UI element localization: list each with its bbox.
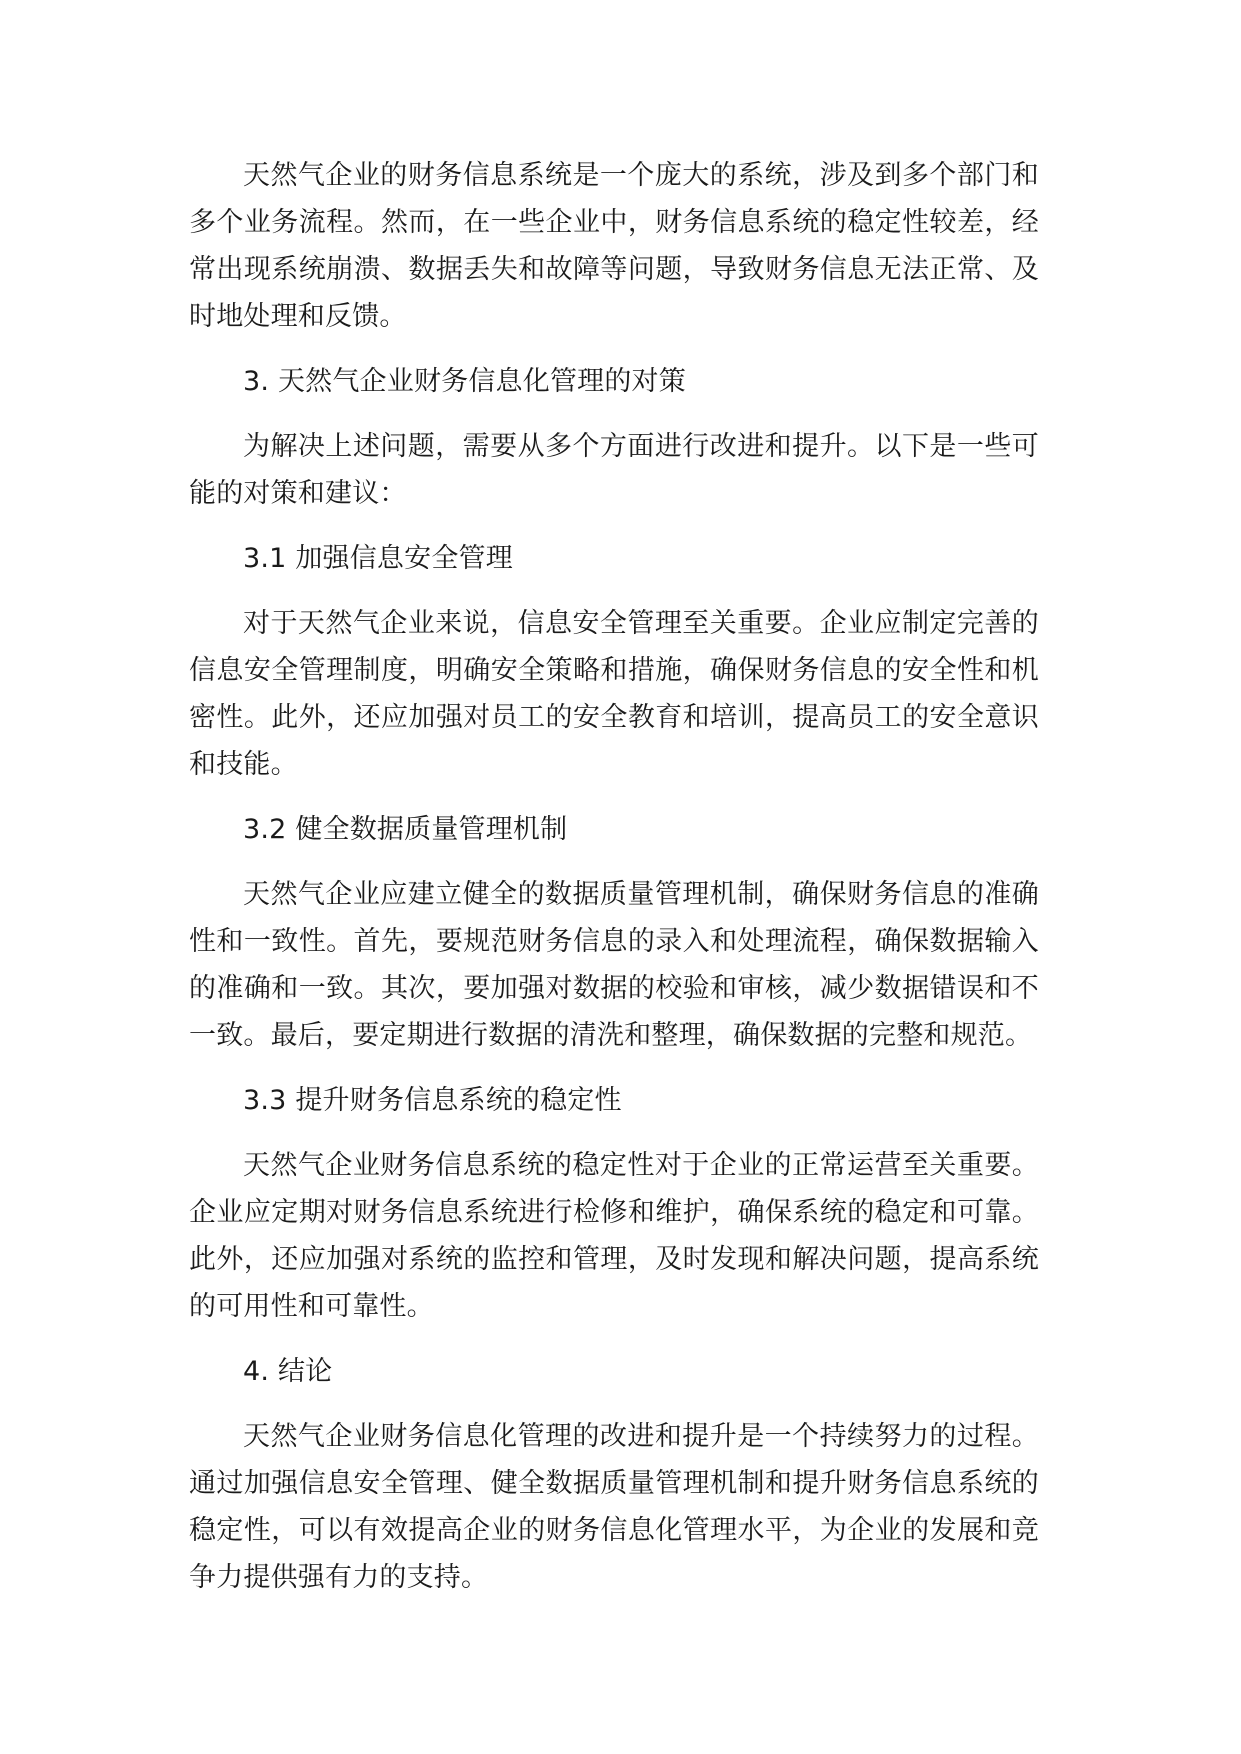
section-heading-3-1: 3.1 加强信息安全管理 <box>243 543 513 574</box>
section-heading-3-2: 3.2 健全数据质量管理机制 <box>243 814 568 845</box>
body-paragraph: 对于天然气企业来说，信息安全管理至关重要。企业应制定完善的信息安全管理制度，明确安全策略和措施，确保财务信息的安全性和机密性。此外，还应加强对员工的安全教育和培训，提高员工的安全意识和技能。 <box>189 608 1039 780</box>
section-heading-3: 3. 天然气企业财务信息化管理的对策 <box>243 366 686 397</box>
body-paragraph: 天然气企业财务信息系统的稳定性对于企业的正常运营至关重要。企业应定期对财务信息系统进行检修和维护，确保系统的稳定和可靠。此外，还应加强对系统的监控和管理，及时发现和解决问题，提高系统的可用性和可靠性。 <box>189 1150 1039 1322</box>
document-body <box>189 152 1039 1619</box>
body-paragraph: 天然气企业应建立健全的数据质量管理机制，确保财务信息的准确性和一致性。首先，要规范财务信息的录入和处理流程，确保数据输入的准确和一致。其次，要加强对数据的校验和审核，减少数据错误和不一致。最后，要定期进行数据的清洗和整理，确保数据的完整和规范。 <box>189 879 1039 1051</box>
body-paragraph: 天然气企业财务信息化管理的改进和提升是一个持续努力的过程。通过加强信息安全管理、健全数据质量管理机制和提升财务信息系统的稳定性，可以有效提高企业的财务信息化管理水平，为企业的发展和竞争力提供强有力的支持。 <box>189 1421 1039 1593</box>
body-paragraph: 为解决上述问题，需要从多个方面进行改进和提升。以下是一些可能的对策和建议： <box>189 431 1039 509</box>
section-heading-4: 4. 结论 <box>243 1356 333 1387</box>
section-heading-3-3: 3.3 提升财务信息系统的稳定性 <box>243 1085 622 1116</box>
body-paragraph: 天然气企业的财务信息系统是一个庞大的系统，涉及到多个部门和多个业务流程。然而，在一些企业中，财务信息系统的稳定性较差，经常出现系统崩溃、数据丢失和故障等问题，导致财务信息无法正常、及时地处理和反馈。 <box>189 160 1039 332</box>
